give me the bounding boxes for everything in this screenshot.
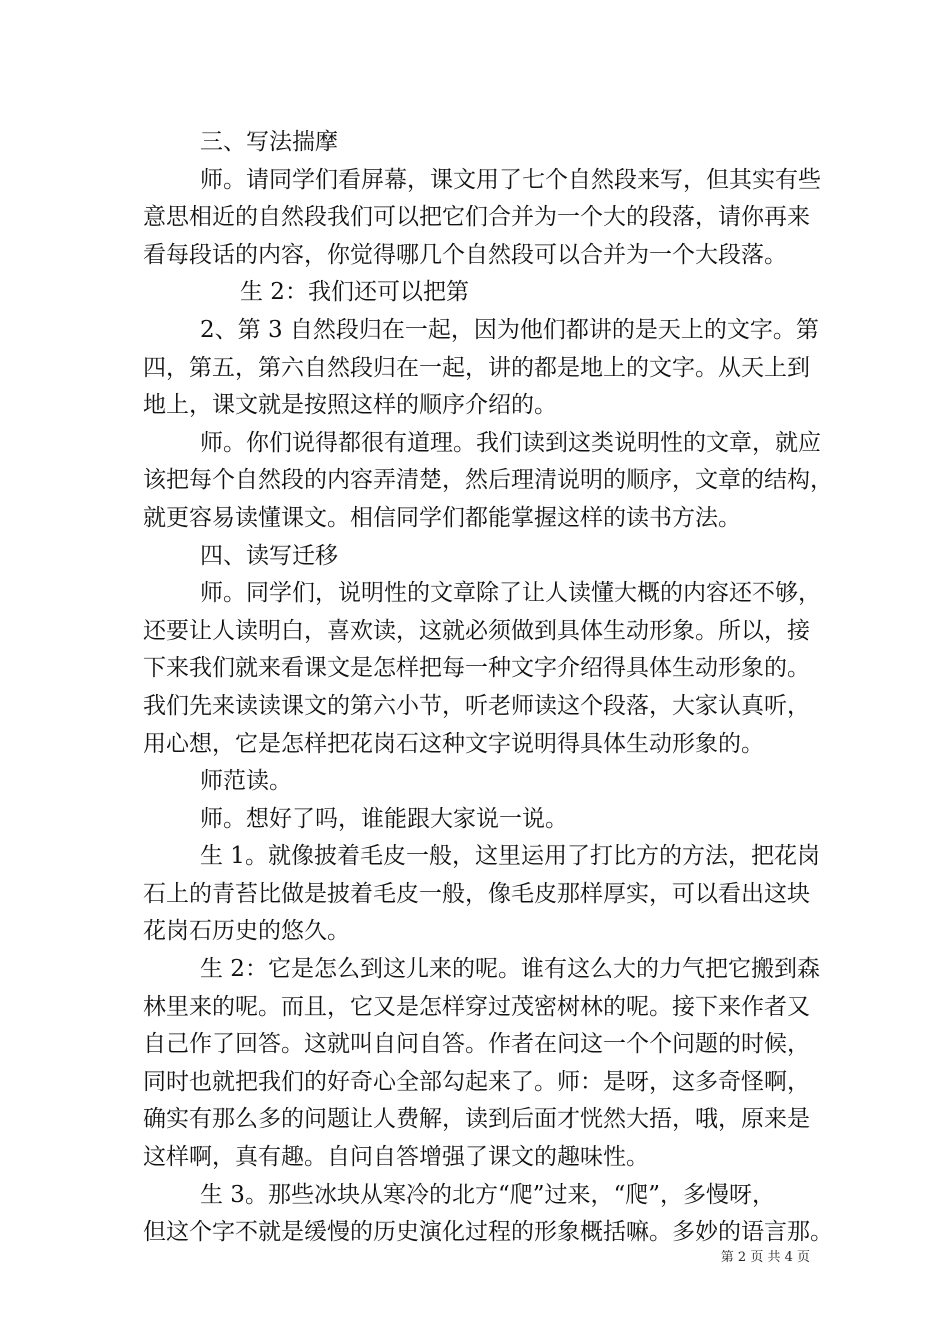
text-line: 师。你们说得都很有道理。我们读到这类说明性的文章，就应	[200, 429, 821, 456]
text-line: 师。请同学们看屏幕，课文用了七个自然段来写，但其实有些	[200, 166, 821, 193]
text-line: 林里来的呢。而且，它又是怎样穿过茂密树林的呢。接下来作者又	[143, 993, 810, 1020]
text-line: 师。同学们，说明性的文章除了让人读懂大概的内容还不够，	[200, 580, 821, 607]
text-line: 生 3。那些冰块从寒冷的北方“爬”过来，“爬”，多慢呀，	[200, 1181, 775, 1208]
text-line: 就更容易读懂课文。相信同学们都能掌握这样的读书方法。	[143, 504, 741, 531]
text-line: 我们先来读读课文的第六小节，听老师读这个段落，大家认真听，	[143, 692, 810, 719]
text-line: 确实有那么多的问题让人费解，读到后面才恍然大捂，哦，原来是	[143, 1106, 810, 1133]
text-line: 用心想，它是怎样把花岗石这种文字说明得具体生动形象的。	[143, 730, 764, 757]
text-line: 该把每个自然段的内容弄清楚，然后理清说明的顺序，文章的结构，	[143, 467, 833, 494]
text-line: 下来我们就来看课文是怎样把每一种文字介绍得具体生动形象的。	[143, 655, 810, 682]
text-line: 生 1。就像披着毛皮一般，这里运用了打比方的方法，把花岗	[200, 843, 820, 870]
document-body	[143, 124, 833, 1252]
text-line: 四，第五，第六自然段归在一起，讲的都是地上的文字。从天上到	[143, 354, 810, 381]
text-line: 看每段话的内容，你觉得哪几个自然段可以合并为一个大段落。	[143, 241, 787, 268]
text-line: 石上的青苔比做是披着毛皮一般，像毛皮那样厚实，可以看出这块	[143, 880, 810, 907]
text-line: 生 2：我们还可以把第	[240, 279, 469, 306]
text-line: 2、第 3 自然段归在一起，因为他们都讲的是天上的文字。第	[200, 316, 819, 343]
text-line: 意思相近的自然段我们可以把它们合并为一个大的段落，请你再来	[143, 204, 810, 231]
text-line: 师范读。	[200, 768, 292, 795]
text-line: 这样啊，真有趣。自问自答增强了课文的趣味性。	[143, 1144, 649, 1171]
text-line: 师。想好了吗，谁能跟大家说一说。	[200, 805, 568, 832]
text-line: 地上，课文就是按照这样的顺序介绍的。	[143, 392, 557, 419]
text-line: 花岗石历史的悠久。	[143, 918, 350, 945]
text-line: 同时也就把我们的好奇心全部勾起来了。师：是呀，这多奇怪啊，	[143, 1068, 810, 1095]
text-line: 三、写法揣摩	[200, 129, 338, 155]
text-line: 但这个字不就是缓慢的历史演化过程的形象概括嘛。多妙的语言那。	[143, 1219, 833, 1246]
text-line: 四、读写迁移	[200, 542, 338, 569]
text-line: 生 2：它是怎么到这儿来的呢。谁有这么大的力气把它搬到森	[200, 956, 820, 983]
page-number-footer: 第 2 页 共 4 页	[720, 1250, 810, 1265]
text-line: 还要让人读明白，喜欢读，这就必须做到具体生动形象。所以，接	[143, 617, 810, 644]
text-line: 自己作了回答。这就叫自问自答。作者在问这一个个问题的时候，	[143, 1031, 810, 1058]
